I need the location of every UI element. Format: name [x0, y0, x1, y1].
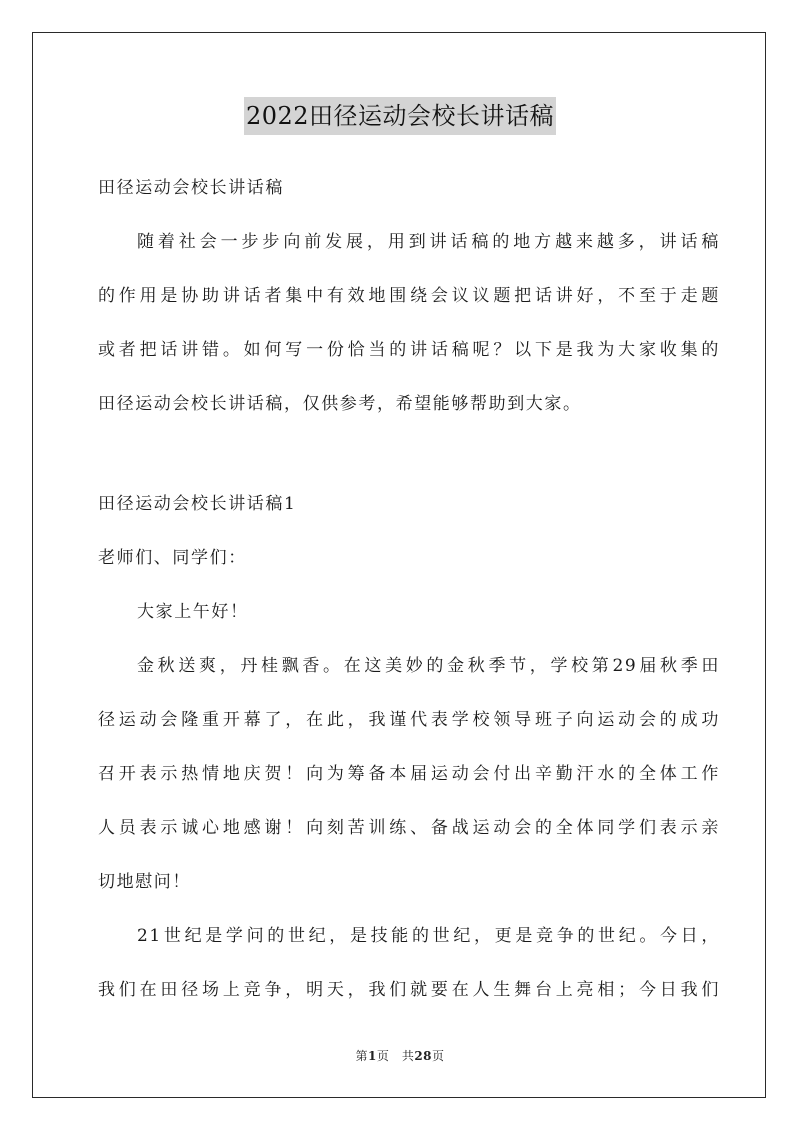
text-line: 的作用是协助讲话者集中有效地围绕会议议题把话讲好，不至于走题 [98, 286, 720, 306]
page-total: 28 [414, 1049, 433, 1063]
text-line: 召开表示热情地庆贺！向为筹备本届运动会付出辛勤汗水的全体工作 [98, 764, 720, 784]
text-line: 田径运动会校长讲话稿，仅供参考，希望能够帮助到大家。 [98, 394, 582, 414]
page-suffix: 页 [432, 1049, 445, 1063]
section-title: 田径运动会校长讲话稿1 [98, 494, 297, 514]
greeting: 老师们、同学们： [98, 548, 247, 568]
text-line: 我们在田径场上竞争，明天，我们就要在人生舞台上亮相；今日我们 [98, 980, 720, 1000]
paragraph-1 [98, 646, 720, 902]
salutation: 大家上午好！ [137, 602, 249, 622]
text-line: 21世纪是学问的世纪，是技能的世纪，更是竞争的世纪。今日， [137, 926, 720, 946]
intro-paragraph [98, 222, 720, 424]
text-line: 径运动会隆重开幕了，在此，我谨代表学校领导班子向运动会的成功 [98, 710, 720, 730]
document-body [98, 168, 720, 1010]
page-mid: 页 共 [376, 1049, 415, 1063]
page-current: 1 [367, 1049, 377, 1063]
text-line: 随着社会一步步向前发展，用到讲话稿的地方越来越多，讲话稿 [137, 232, 720, 252]
subtitle: 田径运动会校长讲话稿 [98, 178, 284, 198]
text-line: 或者把话讲错。如何写一份恰当的讲话稿呢？以下是我为大家收集的 [98, 340, 720, 360]
page-footer [0, 1047, 800, 1064]
paragraph-2 [98, 916, 720, 1010]
title-container [0, 97, 800, 135]
document-title: 2022田径运动会校长讲话稿 [244, 97, 556, 135]
text-line: 切地慰问！ [98, 872, 191, 892]
page-prefix: 第 [355, 1049, 368, 1063]
text-line: 人员表示诚心地感谢！向刻苦训练、备战运动会的全体同学们表示亲 [98, 818, 720, 838]
text-line: 金秋送爽，丹桂飘香。在这美妙的金秋季节，学校第29届秋季田 [137, 656, 720, 676]
